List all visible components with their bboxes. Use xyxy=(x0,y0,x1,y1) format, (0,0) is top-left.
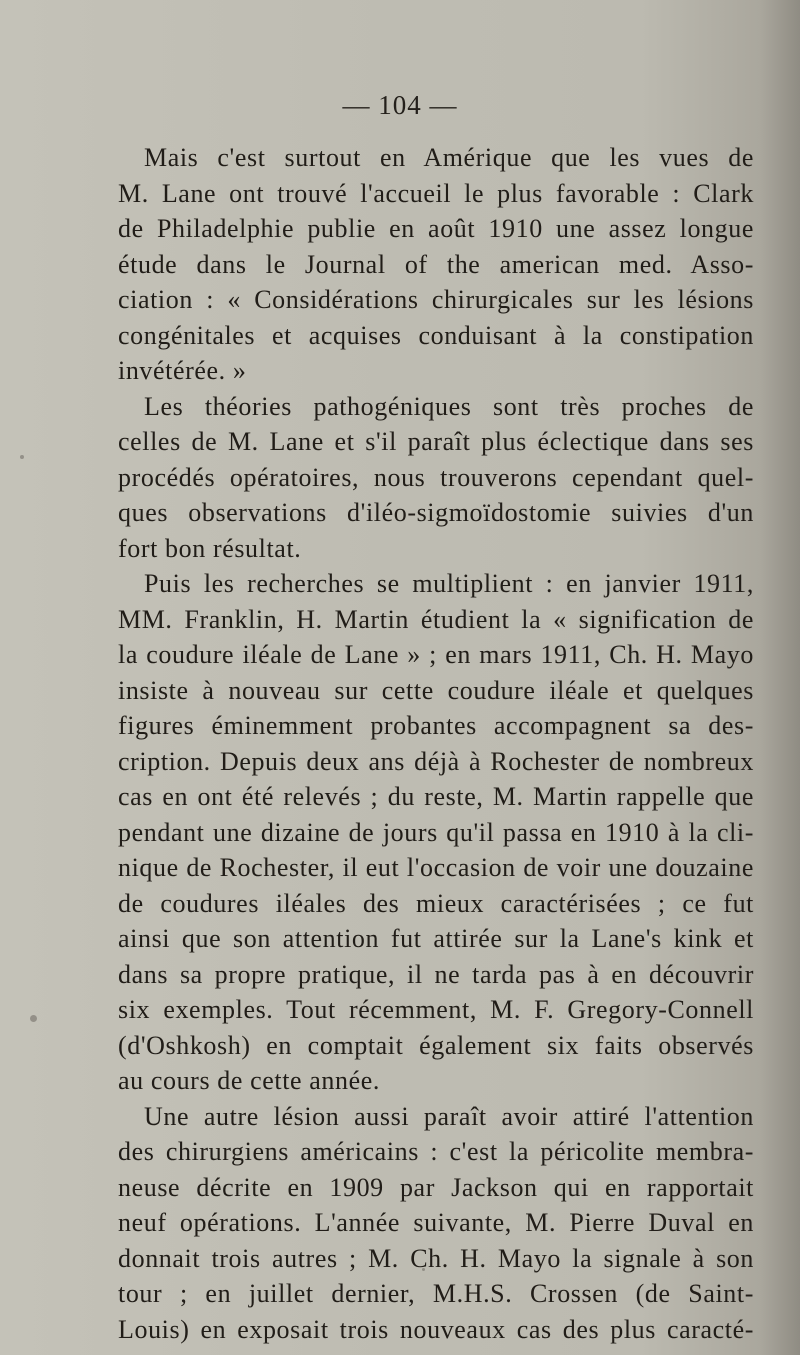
ink-speck xyxy=(422,1268,425,1271)
text-line: cas en ont été relevés ; du reste, M. Martin rappelle que xyxy=(118,782,754,811)
text-line: de coudures iléales des mieux caractérisées ; ce fut xyxy=(118,888,754,918)
text-line: (d'Oshkosh) en comptait également six faits observés xyxy=(118,1030,754,1060)
ink-speck xyxy=(20,455,24,459)
text-line: ques observations d'iléo-sigmoïdostomie suivies d'un xyxy=(118,498,754,527)
text-line: ciation : « Considérations chirurgicales sur les lésions xyxy=(118,285,754,314)
text-line: des chirurgiens américains : c'est la péricolite membra- xyxy=(118,1137,754,1166)
text-line: Louis) en exposait trois nouveaux cas des plus caracté- xyxy=(118,1314,754,1344)
text-line: fort bon résultat. xyxy=(118,533,302,563)
text-line: Puis les recherches se multiplient : en janvier 1911, xyxy=(144,569,754,598)
text-line: six exemples. Tout récemment, M. F. Gregory-Connell xyxy=(118,995,754,1024)
text-line: donnait trois autres ; M. Ch. H. Mayo la signale à son xyxy=(118,1243,754,1273)
paragraph-4 xyxy=(118,1099,754,1348)
ink-speck xyxy=(30,1015,37,1022)
text-line: ainsi que son attention fut attirée sur la Lane's kink et xyxy=(118,924,754,953)
paragraph-1 xyxy=(118,140,754,389)
text-line: au cours de cette année. xyxy=(118,1066,380,1095)
text-line: tour ; en juillet dernier, M.H.S. Crossen (de Saint- xyxy=(118,1279,754,1308)
text-line: pendant une dizaine de jours qu'il passa en 1910 à la cli- xyxy=(118,817,754,847)
text-line: Une autre lésion aussi paraît avoir attiré l'attention xyxy=(144,1101,754,1131)
text-line: MM. Franklin, H. Martin étudient la « signification de xyxy=(118,604,754,634)
text-line: M. Lane ont trouvé l'accueil le plus favorable : Clark xyxy=(118,178,754,208)
paragraph-2 xyxy=(118,389,754,567)
text-line: Mais c'est surtout en Amérique que les vues de xyxy=(144,143,754,172)
body-text xyxy=(118,140,754,1347)
text-line: neuse décrite en 1909 par Jackson qui en rapportait xyxy=(118,1172,754,1202)
text-line: celles de M. Lane et s'il paraît plus éclectique dans ses xyxy=(118,427,754,456)
text-line: invétérée. » xyxy=(118,356,247,385)
paragraph-3 xyxy=(118,566,754,1099)
text-line: insiste à nouveau sur cette coudure iléale et quelques xyxy=(118,675,754,705)
text-line: procédés opératoires, nous trouverons cependant quel- xyxy=(118,462,754,492)
text-line: dans sa propre pratique, il ne tarda pas à en découvrir xyxy=(118,959,754,989)
page-number: — 104 — xyxy=(342,90,458,120)
text-line: Les théories pathogéniques sont très proches de xyxy=(144,391,754,421)
text-line: figures éminemment probantes accompagnent sa des- xyxy=(118,711,754,740)
text-line: cription. Depuis deux ans déjà à Rochester de nombreux xyxy=(118,746,754,776)
text-line: neuf opérations. L'année suivante, M. Pierre Duval en xyxy=(118,1208,754,1237)
text-line: de Philadelphie publie en août 1910 une assez longue xyxy=(118,214,754,243)
text-line: congénitales et acquises conduisant à la constipation xyxy=(118,320,754,350)
text-line: nique de Rochester, il eut l'occasion de voir une douzaine xyxy=(118,853,754,882)
text-line: étude dans le Journal of the american med. Asso- xyxy=(118,249,754,279)
text-line: la coudure iléale de Lane » ; en mars 1911, Ch. H. Mayo xyxy=(118,640,754,669)
